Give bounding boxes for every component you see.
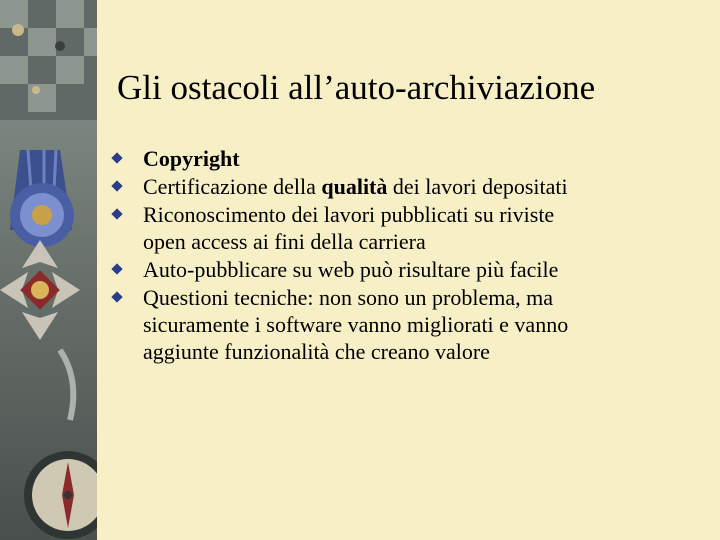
bullet-list xyxy=(110,145,700,365)
diamond-bullet-icon xyxy=(111,180,122,191)
bullet-text-line-3: aggiunte funzionalità che creano valore xyxy=(143,339,490,364)
bullet-text: Auto-pubblicare su web può risultare più facile xyxy=(143,257,559,282)
bullet-text-line-2: sicuramente i software vanno migliorati e vanno xyxy=(143,312,569,337)
diamond-bullet-icon xyxy=(111,208,122,219)
bullet-quality-certification xyxy=(110,173,700,200)
bullet-text-line-1: Questioni tecniche: non sono un problema, ma xyxy=(143,285,553,310)
bullet-career-recognition xyxy=(110,201,700,255)
bullet-text-after: dei lavori depositati xyxy=(387,174,568,199)
diamond-bullet-icon xyxy=(111,291,122,302)
compass-icon xyxy=(24,451,97,539)
slide-title: Gli ostacoli all’auto-archiviazione xyxy=(117,68,596,107)
bullet-technical-issues xyxy=(110,284,700,365)
bullet-text-line-1: Riconoscimento dei lavori pubblicati su riviste xyxy=(143,202,555,227)
medal-ribbon-icon xyxy=(10,150,74,247)
bullet-copyright xyxy=(110,145,700,172)
bullet-self-publishing xyxy=(110,256,700,283)
checkerboard-icon xyxy=(0,0,97,120)
bullet-text-line-2: open access ai fini della carriera xyxy=(143,229,426,254)
diamond-bullet-icon xyxy=(111,263,122,274)
diamond-bullet-icon xyxy=(111,152,122,163)
decorative-photo-art xyxy=(0,0,97,540)
bullet-text-emphasis: qualità xyxy=(321,174,388,199)
decorative-photo-strip xyxy=(0,0,97,540)
bullet-text-before: Certificazione della xyxy=(143,174,322,199)
cross-medal-icon xyxy=(0,240,80,420)
bullet-text: Copyright xyxy=(143,146,240,171)
